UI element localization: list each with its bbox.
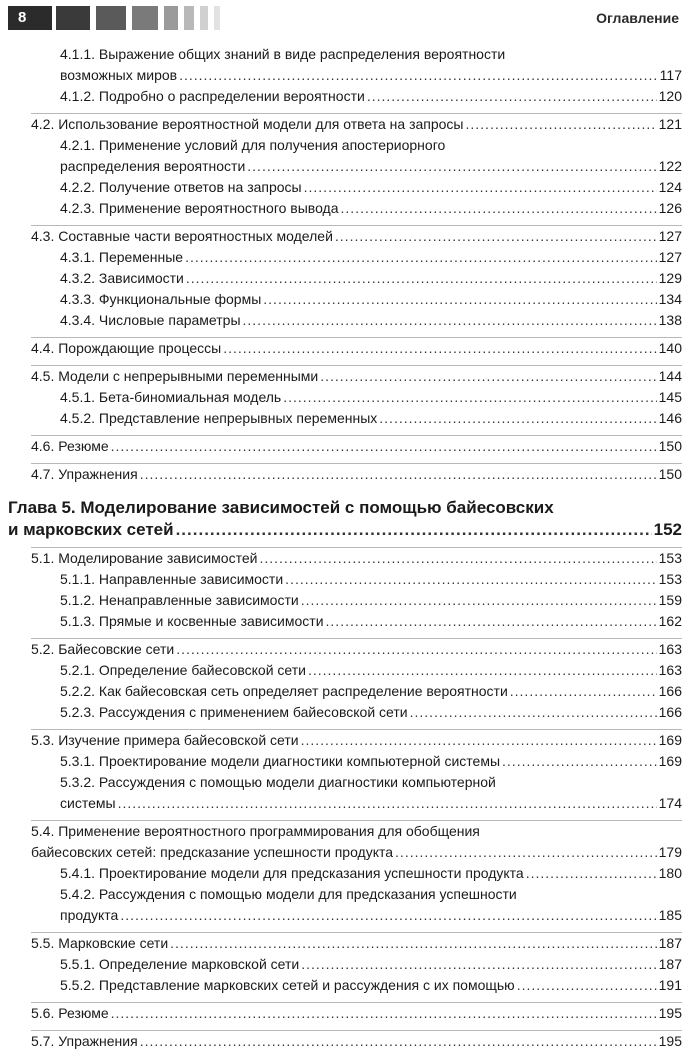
toc-entry-5-4-2[interactable]: 5.4.2. Рассуждения с помощью модели для предсказания успешности продукта ..... 185 [60, 884, 682, 926]
page-ref: 124 [658, 179, 682, 195]
header-decoration [56, 6, 226, 30]
running-title: Оглавление [596, 10, 679, 26]
page-ref: 150 [658, 466, 682, 482]
toc-entry-5-7[interactable]: 5.7. Упражнения ..... 195 [31, 1031, 682, 1052]
page-ref: 145 [658, 389, 682, 405]
page-ref: 120 [658, 88, 682, 104]
header-block [164, 6, 178, 30]
toc-entry-4-3-2[interactable]: 4.3.2. Зависимости ..... 129 [60, 268, 682, 289]
toc-entry-4-1-2[interactable]: 4.1.2. Подробно о распределении вероятности ..... 120 [60, 86, 682, 107]
page-ref: 126 [658, 200, 682, 216]
toc-entry-4-2-3[interactable]: 4.2.3. Применение вероятностного вывода ..... 126 [60, 198, 682, 219]
page-ref: 122 [658, 158, 682, 174]
page-ref: 140 [658, 340, 682, 356]
toc-entry-5-1[interactable]: 5.1. Моделирование зависимостей ..... 153 [31, 548, 682, 569]
page-ref: 187 [658, 956, 682, 972]
page-ref: 159 [658, 592, 682, 608]
page-ref: 180 [658, 865, 682, 881]
page-ref: 162 [658, 613, 682, 629]
toc-entry-4-7[interactable]: 4.7. Упражнения ..... 150 [31, 464, 682, 485]
page-ref: 195 [658, 1005, 682, 1021]
page-ref: 144 [658, 368, 682, 384]
page-ref: 163 [658, 662, 682, 678]
page-ref: 166 [658, 704, 682, 720]
page-ref: 169 [658, 732, 682, 748]
page-ref: 185 [658, 907, 682, 923]
header-block [184, 6, 194, 30]
toc-entry-4-2[interactable]: 4.2. Использование вероятностной модели для ответа на запросы ..... 121 [31, 114, 682, 135]
page-ref: 152 [653, 520, 682, 539]
toc-entry-4-3[interactable]: 4.3. Составные части вероятностных моделей ..... 127 [31, 226, 682, 247]
page-ref: 195 [658, 1033, 682, 1049]
toc-entry-4-3-4[interactable]: 4.3.4. Числовые параметры ..... 138 [60, 310, 682, 331]
page-header [0, 4, 687, 30]
toc-chapter-5[interactable]: Глава 5. Моделирование зависимостей с помощью байесовских и марковских сетей ..... 152 [8, 497, 682, 541]
page-ref: 174 [658, 795, 682, 811]
toc-entry-5-2-1[interactable]: 5.2.1. Определение байесовской сети ..... 163 [60, 660, 682, 681]
toc-entry-4-5-1[interactable]: 4.5.1. Бета-биномиальная модель ..... 145 [60, 387, 682, 408]
toc-entry-5-3[interactable]: 5.3. Изучение примера байесовской сети ..... 169 [31, 730, 682, 751]
page-ref: 138 [658, 312, 682, 328]
toc-entry-5-5[interactable]: 5.5. Марковские сети ..... 187 [31, 933, 682, 954]
page-ref: 187 [658, 935, 682, 951]
page-ref: 121 [658, 116, 682, 132]
page-ref: 169 [658, 753, 682, 769]
header-block [200, 6, 208, 30]
toc-entry-4-2-2[interactable]: 4.2.2. Получение ответов на запросы ..... 124 [60, 177, 682, 198]
header-block [96, 6, 126, 30]
page-ref: 129 [658, 270, 682, 286]
page-ref: 127 [658, 249, 682, 265]
toc-entry-5-1-3[interactable]: 5.1.3. Прямые и косвенные зависимости ..... 162 [60, 611, 682, 632]
header-block [56, 6, 90, 30]
toc-entry-4-4[interactable]: 4.4. Порождающие процессы ..... 140 [31, 338, 682, 359]
header-block [214, 6, 220, 30]
toc-entry-4-2-1[interactable]: 4.2.1. Применение условий для получения апостериорного распределения вероятности ..... 122 [60, 135, 682, 177]
toc-entry-5-5-1[interactable]: 5.5.1. Определение марковской сети ..... 187 [60, 954, 682, 975]
toc-entry-5-3-2[interactable]: 5.3.2. Рассуждения с помощью модели диагностики компьютерной системы ..... 174 [60, 772, 682, 814]
toc-entry-4-5[interactable]: 4.5. Модели с непрерывными переменными ..... 144 [31, 366, 682, 387]
toc-entry-5-2-3[interactable]: 5.2.3. Рассуждения с применением байесовской сети ..... 166 [60, 702, 682, 723]
toc-entry-5-5-2[interactable]: 5.5.2. Представление марковских сетей и рассуждения с их помощью ..... 191 [60, 975, 682, 996]
page-ref: 166 [658, 683, 682, 699]
page-ref: 146 [658, 410, 682, 426]
page-ref: 127 [658, 228, 682, 244]
toc-entry-5-3-1[interactable]: 5.3.1. Проектирование модели диагностики компьютерной системы ..... 169 [60, 751, 682, 772]
page-ref: 153 [658, 550, 682, 566]
toc-entry-5-2[interactable]: 5.2. Байесовские сети ..... 163 [31, 639, 682, 660]
page-ref: 191 [658, 977, 682, 993]
page-ref: 179 [658, 844, 682, 860]
toc-entry-5-6[interactable]: 5.6. Резюме ..... 195 [31, 1003, 682, 1024]
table-of-contents [0, 44, 687, 1052]
page-ref: 163 [658, 641, 682, 657]
toc-entry-4-3-1[interactable]: 4.3.1. Переменные ..... 127 [60, 247, 682, 268]
page-ref: 153 [658, 571, 682, 587]
toc-entry-4-6[interactable]: 4.6. Резюме ..... 150 [31, 436, 682, 457]
toc-entry-4-5-2[interactable]: 4.5.2. Представление непрерывных переменных ..... 146 [60, 408, 682, 429]
header-block [132, 6, 158, 30]
page-ref: 117 [659, 67, 682, 83]
toc-entry-5-2-2[interactable]: 5.2.2. Как байесовская сеть определяет распределение вероятности ..... 166 [60, 681, 682, 702]
toc-entry-4-3-3[interactable]: 4.3.3. Функциональные формы ..... 134 [60, 289, 682, 310]
toc-entry-5-1-1[interactable]: 5.1.1. Направленные зависимости ..... 153 [60, 569, 682, 590]
toc-entry-5-1-2[interactable]: 5.1.2. Ненаправленные зависимости ..... 159 [60, 590, 682, 611]
toc-entry-5-4-1[interactable]: 5.4.1. Проектирование модели для предсказания успешности продукта ..... 180 [60, 863, 682, 884]
page-ref: 134 [658, 291, 682, 307]
page-number: 8 [8, 6, 52, 30]
toc-entry-5-4[interactable]: 5.4. Применение вероятностного программирования для обобщения байесовских сетей: предсказание успешности продукта ..... 179 [31, 821, 682, 863]
toc-entry-4-1-1[interactable]: 4.1.1. Выражение общих знаний в виде распределения вероятности возможных миров ..... 117 [60, 44, 682, 86]
page-ref: 150 [658, 438, 682, 454]
